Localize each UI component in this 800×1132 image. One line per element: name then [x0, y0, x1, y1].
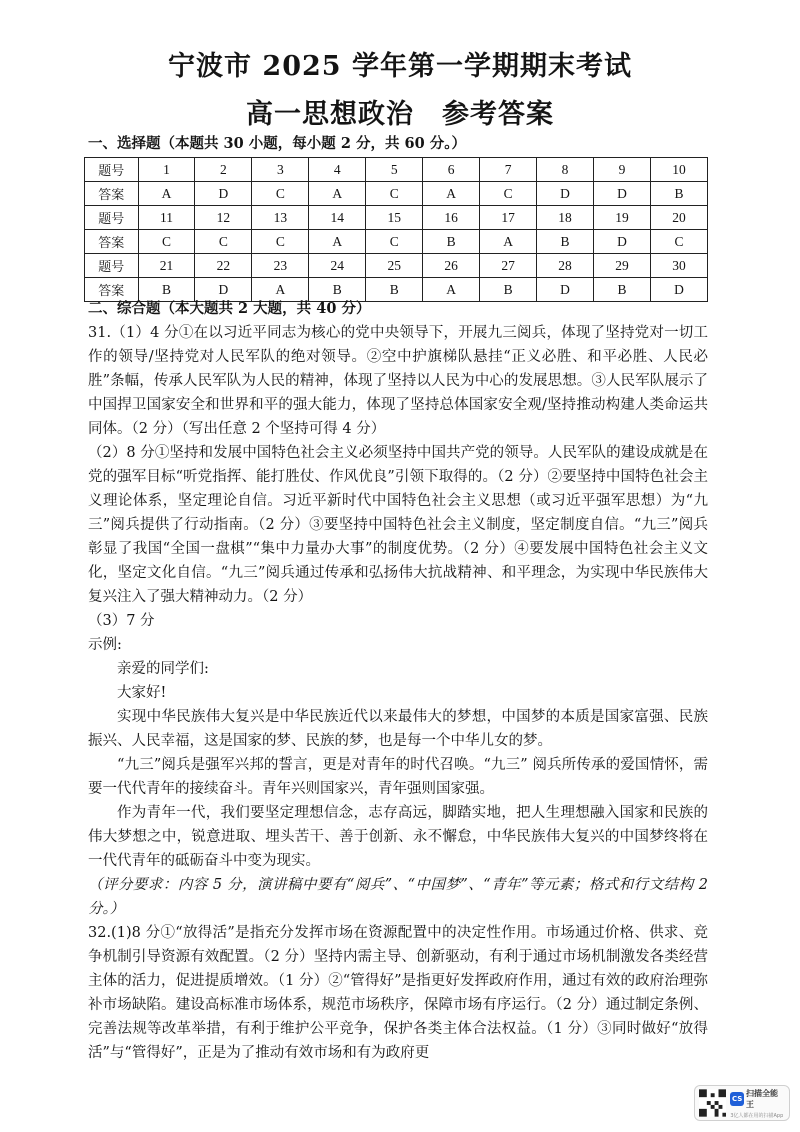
answer-cell: B: [366, 278, 423, 302]
answer-cell: C: [252, 182, 309, 206]
row-label-answer: 答案: [85, 278, 139, 302]
number-cell: 27: [480, 254, 537, 278]
scanner-app-name: 扫描全能王: [745, 1088, 778, 1109]
answer-cell: C: [138, 230, 195, 254]
q31-part2: （2）8 分①坚持和发展中国特色社会主义必须坚持中国共产党的领导。人民军队的建设成就是在党的强军目标“听党指挥、能打胜仗、作风优良”引领下取得的。（2 分）②要坚持中国特色社会主义理论体系，坚定理论自信。习近平新时代中国特色社会主义思想（或习近平强军思想）为“九三”阅兵提供了行动指南。（2 分）③要坚持中国特色社会主义制度，坚定制度自信。“九三”阅兵彰显了我国“全国一盘棋”“集中力量办大事”的制度优势。（2 分）④要发展中国特色社会主义文化，坚定文化自信。“九三”阅兵通过传承和弘扬伟大抗战精神、和平理念，为实现中华民族伟大复兴注入了强大精神动力。（2 分）: [88, 445, 708, 605]
row-label-number: 题号: [85, 254, 139, 278]
speech-paragraph-2: “九三”阅兵是强军兴邦的誓言，更是对青年的时代召唤。“九三” 阅兵所传承的爱国情怀，需要一代代青年的接续奋斗。青年兴则国家兴，青年强则国家强。: [88, 757, 708, 797]
answer-cell: C: [650, 230, 707, 254]
number-cell: 25: [366, 254, 423, 278]
scanner-tagline: 3亿人都在用的扫描App: [730, 1112, 784, 1119]
answer-cell: C: [252, 230, 309, 254]
answer-cell: C: [480, 182, 537, 206]
number-cell: 5: [366, 158, 423, 182]
answer-cell: C: [366, 182, 423, 206]
answer-cell: A: [252, 278, 309, 302]
number-cell: 10: [650, 158, 707, 182]
answer-cell: B: [138, 278, 195, 302]
subtitle-answer-key: 参考答案: [442, 99, 554, 130]
answer-cell: A: [309, 230, 366, 254]
number-cell: 7: [480, 158, 537, 182]
number-cell: 28: [537, 254, 594, 278]
row-label-answer: 答案: [85, 230, 139, 254]
camscanner-logo-icon: CS: [730, 1092, 744, 1106]
example-label: 示例:: [88, 637, 122, 653]
table-row-answer: [85, 230, 708, 254]
number-cell: 17: [480, 206, 537, 230]
document-title: 宁波市 2025 学年第一学期期末考试: [168, 51, 632, 82]
number-cell: 14: [309, 206, 366, 230]
number-cell: 12: [195, 206, 252, 230]
answer-cell: B: [650, 182, 707, 206]
number-cell: 6: [423, 158, 480, 182]
answer-cell: A: [309, 182, 366, 206]
scanner-text: [730, 1088, 785, 1119]
table-row-number: [85, 254, 708, 278]
answer-cell: D: [195, 278, 252, 302]
answer-cell: B: [537, 230, 594, 254]
answer-cell: D: [537, 278, 594, 302]
answer-cell: A: [480, 230, 537, 254]
number-cell: 18: [537, 206, 594, 230]
number-cell: 30: [650, 254, 707, 278]
answer-table: [84, 157, 708, 302]
answer-cell: A: [423, 278, 480, 302]
speech-paragraph-1: 实现中华民族伟大复兴是中华民族近代以来最伟大的梦想，中国梦的本质是国家富强、民族振兴、人民幸福，这是国家的梦、民族的梦，也是每一个中华儿女的梦。: [88, 709, 708, 749]
answer-cell: D: [537, 182, 594, 206]
answer-cell: D: [594, 230, 651, 254]
number-cell: 1: [138, 158, 195, 182]
number-cell: 8: [537, 158, 594, 182]
number-cell: 23: [252, 254, 309, 278]
row-label-number: 题号: [85, 158, 139, 182]
table-row-answer: [85, 182, 708, 206]
number-cell: 2: [195, 158, 252, 182]
q32-part1: 32.(1)8 分①“放得活”是指充分发挥市场在资源配置中的决定性作用。市场通过价格、供求、竞争机制引导资源有效配置。（2 分）坚持内需主导、创新驱动，有利于通过市场机制激发各类经营主体的活力，促进提质增效。（1 分）②“管得好”是指更好发挥政府作用，通过有效的政府治理弥补市场缺陷。建设高标准市场体系，规范市场秩序，保障市场有序运行。（2 分）通过制定条例、完善法规等改革举措，有利于维护公平竞争，保护各类主体合法权益。（1 分）③同时做好“放得活”与“管得好”，正是为了推动有效市场和有为政府更: [88, 925, 708, 1061]
answer-cell: A: [138, 182, 195, 206]
number-cell: 19: [594, 206, 651, 230]
number-cell: 3: [252, 158, 309, 182]
answer-cell: C: [195, 230, 252, 254]
section2-body: [88, 321, 708, 1065]
answer-cell: D: [650, 278, 707, 302]
number-cell: 13: [252, 206, 309, 230]
number-cell: 9: [594, 158, 651, 182]
q31-part1: 31.（1）4 分①在以习近平同志为核心的党中央领导下，开展九三阅兵，体现了坚持党对一切工作的领导/坚持党对人民军队的绝对领导。②空中护旗梯队悬挂“正义必胜、和平必胜、人民必胜”条幅，传承人民军队为人民的精神，体现了坚持以人民为中心的发展思想。③人民军队展示了中国捍卫国家安全和世界和平的强大能力，体现了坚持总体国家安全观/坚持推动构建人类命运共同体。（2 分）（写出任意 2 个坚持可得 4 分）: [88, 325, 708, 437]
answer-cell: B: [423, 230, 480, 254]
speech-paragraph-3: 作为青年一代，我们要坚定理想信念，志存高远，脚踏实地，把人生理想融入国家和民族的伟大梦想之中，锐意进取、埋头苦干、善于创新、永不懈怠，中华民族伟大复兴的中国梦终将在一代代青年的砥砺奋斗中变为现实。: [88, 805, 708, 869]
number-cell: 26: [423, 254, 480, 278]
number-cell: 16: [423, 206, 480, 230]
number-cell: 11: [138, 206, 195, 230]
number-cell: 29: [594, 254, 651, 278]
answer-cell: B: [594, 278, 651, 302]
section2-heading: 二、综合题（本大题共 2 大题，共 40 分）: [88, 300, 371, 317]
row-label-number: 题号: [85, 206, 139, 230]
answer-cell: A: [423, 182, 480, 206]
number-cell: 15: [366, 206, 423, 230]
speech-hello: 大家好!: [117, 685, 167, 701]
number-cell: 21: [138, 254, 195, 278]
document-subtitle: [0, 92, 800, 131]
speech-greeting: 亲爱的同学们:: [117, 661, 209, 677]
table-row-number: [85, 158, 708, 182]
answer-cell: B: [480, 278, 537, 302]
number-cell: 22: [195, 254, 252, 278]
answer-cell: D: [195, 182, 252, 206]
scoring-note: （评分要求：内容 5 分，演讲稿中要有“阅兵”、“中国梦”、“青年”等元素；格式和行文结构 2 分。）: [88, 877, 708, 917]
q31-part3-heading: （3）7 分: [88, 613, 155, 629]
row-label-answer: 答案: [85, 182, 139, 206]
number-cell: 20: [650, 206, 707, 230]
table-row-number: [85, 206, 708, 230]
section1-heading: 一、选择题（本题共 30 小题，每小题 2 分，共 60 分。）: [88, 135, 466, 152]
number-cell: 24: [309, 254, 366, 278]
number-cell: 4: [309, 158, 366, 182]
answer-cell: C: [366, 230, 423, 254]
answer-cell: B: [309, 278, 366, 302]
subtitle-subject: 高一思想政治: [246, 99, 414, 130]
qr-code-icon: [699, 1089, 726, 1117]
answer-cell: D: [594, 182, 651, 206]
scanner-watermark: [694, 1085, 790, 1121]
